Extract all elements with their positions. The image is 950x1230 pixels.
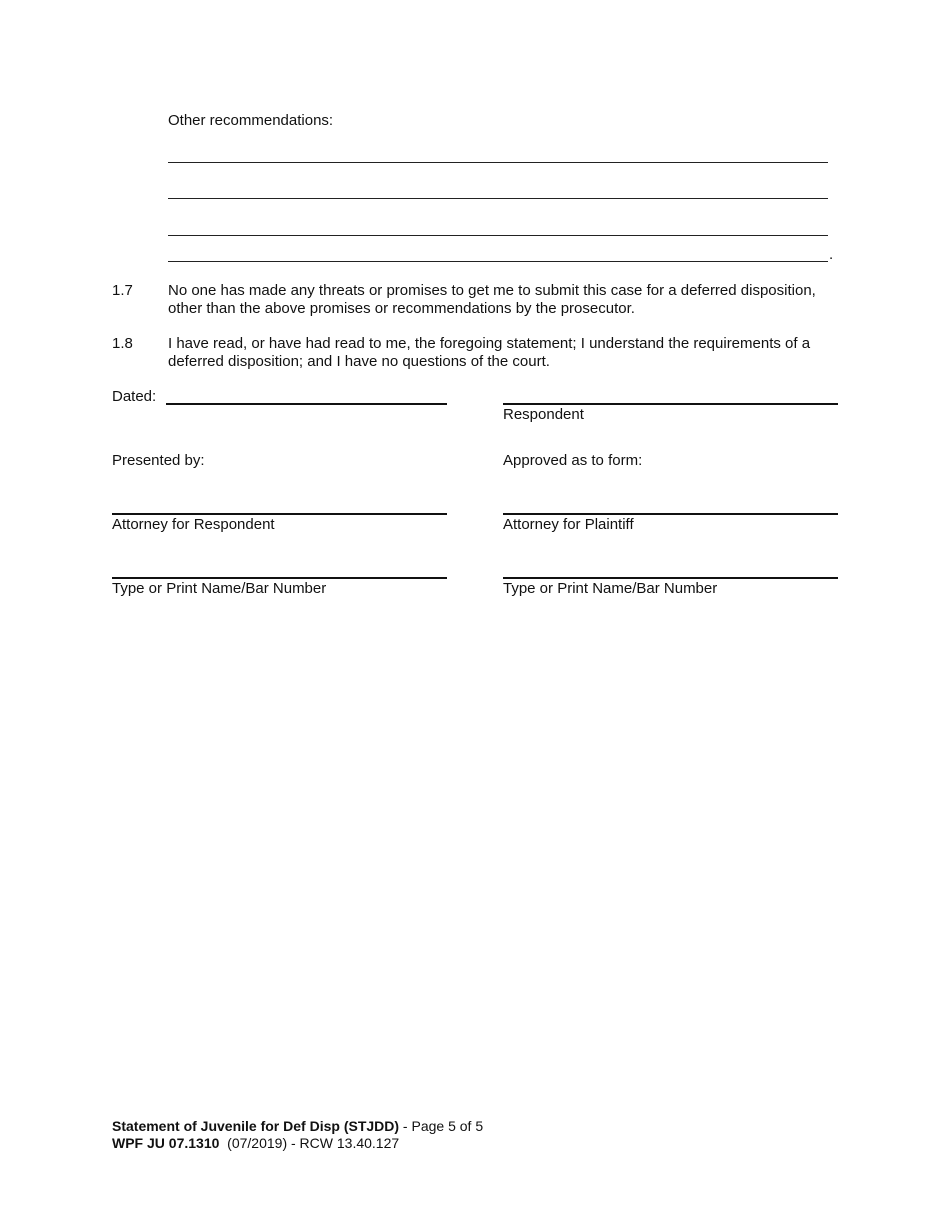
attorney-plaintiff-signature-line[interactable] — [503, 513, 838, 515]
attorney-for-respondent-label: Attorney for Respondent — [112, 516, 275, 533]
presented-by-label: Presented by: — [112, 452, 205, 469]
recommendation-blank-line-4[interactable] — [168, 261, 828, 262]
section-text-1-8: I have read, or have had read to me, the foregoing statement; I understand the requirements of a deferred disposition; and I have no questions of the court. — [168, 335, 811, 370]
section-number-1-7: 1.7 — [112, 282, 133, 299]
recommendation-blank-line-3[interactable] — [168, 235, 828, 236]
footer-form-revision: (07/2019) - RCW 13.40.127 — [219, 1135, 400, 1151]
other-recommendations-label: Other recommendations: — [168, 112, 334, 129]
section-text-1-7: No one has made any threats or promises to get me to submit this case for a deferred disposition, other than the above promises or recommendations by the prosecutor. — [168, 282, 816, 317]
name-bar-right-line[interactable] — [503, 577, 838, 579]
recommendation-end-period: . — [829, 246, 834, 263]
footer-page-info: - Page 5 of 5 — [399, 1118, 484, 1134]
respondent-signature-line[interactable] — [503, 403, 838, 405]
section-number-1-8: 1.8 — [112, 335, 133, 352]
name-bar-right-label: Type or Print Name/Bar Number — [503, 580, 718, 597]
footer-form-title: Statement of Juvenile for Def Disp (STJDD) — [112, 1118, 400, 1134]
footer-form-number: WPF JU 07.1310 — [112, 1135, 220, 1151]
footer-line-1 — [112, 1118, 483, 1135]
approved-as-to-form-label: Approved as to form: — [503, 452, 643, 469]
respondent-label: Respondent — [503, 406, 584, 423]
dated-label: Dated: — [112, 388, 157, 405]
attorney-for-plaintiff-label: Attorney for Plaintiff — [503, 516, 634, 533]
name-bar-left-line[interactable] — [112, 577, 447, 579]
name-bar-left-label: Type or Print Name/Bar Number — [112, 580, 327, 597]
recommendation-blank-line-1[interactable] — [168, 162, 828, 163]
footer-line-2 — [112, 1135, 399, 1152]
recommendation-blank-line-2[interactable] — [168, 198, 828, 199]
attorney-respondent-signature-line[interactable] — [112, 513, 447, 515]
dated-signature-line[interactable] — [166, 403, 447, 405]
